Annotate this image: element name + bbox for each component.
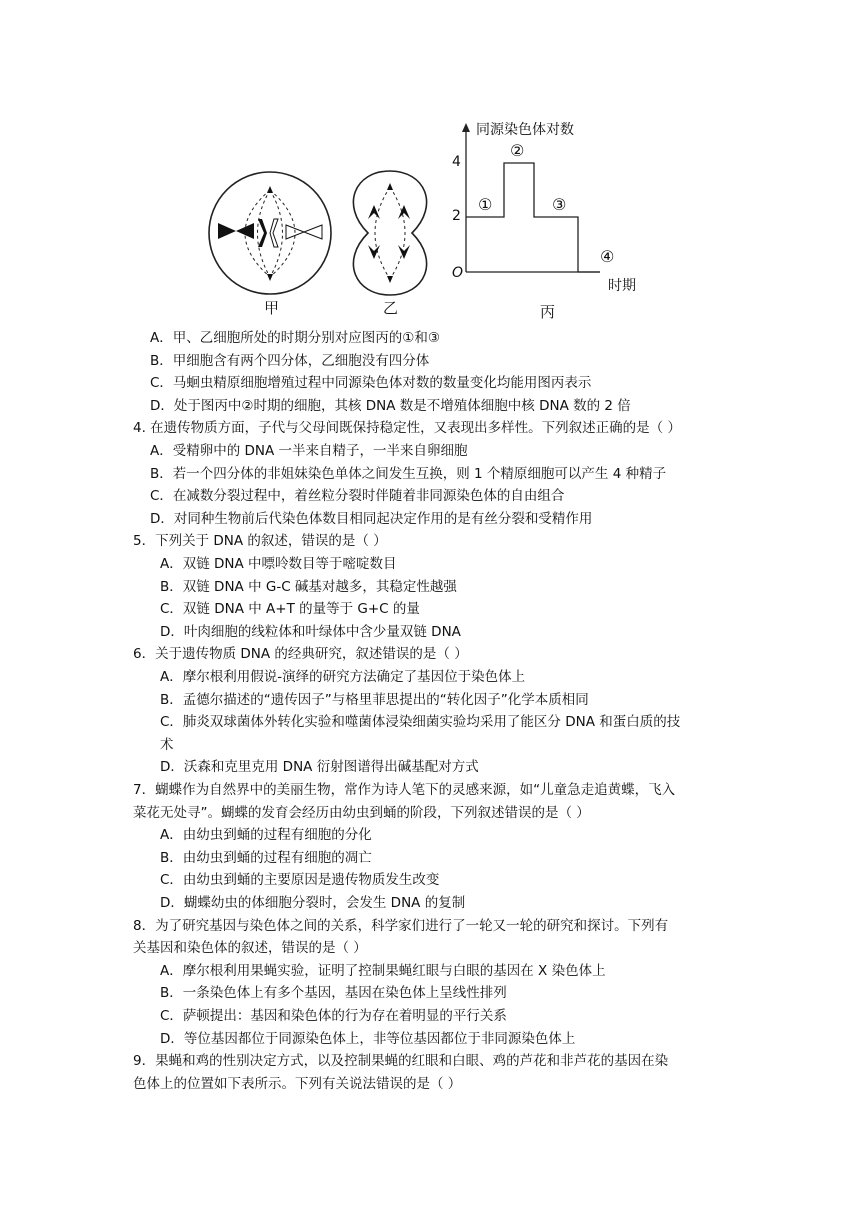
x-axis-label: 时期 — [608, 278, 636, 294]
q7-option-d: D．蝴蝶幼虫的体细胞分裂时，会发生 DNA 的复制 — [160, 895, 466, 911]
tick-4: 4 — [452, 154, 461, 170]
q3-option-d: D．处于图丙中②时期的细胞，其核 DNA 数是不增殖体细胞中核 DNA 数的 2 倍 — [150, 397, 631, 414]
q5-option-b: B．双链 DNA 中 G-C 碱基对越多，其稳定性越强 — [160, 578, 457, 595]
q8-stem-line1: 8．为了研究基因与染色体之间的关系，科学家们进行了一轮又一轮的研究和探讨。下列有 — [133, 917, 669, 934]
cell-jia-drawing — [209, 172, 331, 294]
q7-stem-line2: 菜花无处寻”。蝴蝶的发育会经历由幼虫到蛹的阶段，下列叙述错误的是（ ） — [133, 804, 590, 821]
q3-option-c: C．马蛔虫精原细胞增殖过程中同源染色体对数的数量变化均能用图丙表示 — [150, 375, 592, 392]
q6-option-b: B．孟德尔描述的“遗传因子”与格里菲思提出的“转化因子”化学本质相同 — [160, 691, 589, 708]
q3-option-a: A．甲、乙细胞所处的时期分别对应图丙的①和③ — [150, 330, 440, 346]
figure-drawing — [200, 115, 660, 325]
q7-option-b: B．由幼虫到蛹的过程有细胞的凋亡 — [160, 849, 372, 866]
label-bing: 丙 — [540, 303, 556, 321]
q8-option-c: C．萨顿提出：基因和染色体的行为存在着明显的平行关系 — [160, 1008, 507, 1024]
q4-option-c: C．在减数分裂过程中，着丝粒分裂时伴随着非同源染色体的自由组合 — [150, 488, 565, 505]
stage-2-label: ② — [510, 141, 525, 160]
q3-option-b: B．甲细胞含有两个四分体，乙细胞没有四分体 — [150, 352, 430, 369]
q6-option-c-continued: 术 — [160, 736, 174, 753]
q5-option-a: A．双链 DNA 中嘌呤数目等于嘧啶数目 — [160, 556, 397, 572]
label-jia: 甲 — [264, 299, 280, 317]
cell-yi-drawing — [353, 171, 426, 295]
q8-stem-line2: 关基因和染色体的叙述，错误的是（ ） — [133, 940, 367, 957]
stage-4-label: ④ — [600, 247, 615, 266]
q5-stem: 5．下列关于 DNA 的叙述，错误的是（ ） — [133, 533, 387, 550]
y-axis-label: 同源染色体对数 — [476, 122, 574, 138]
q8-option-d: D．等位基因都位于同源染色体上，非等位基因都位于非同源染色体上 — [160, 1030, 576, 1047]
q4-option-b: B．若一个四分体的非姐妹染色单体之间发生互换，则 1 个精原细胞可以产生 4 种精子 — [150, 465, 667, 482]
q9-stem-line2: 色体上的位置如下表所示。下列有关说法错误的是（ ） — [133, 1075, 462, 1092]
stage-3-label: ③ — [552, 195, 567, 214]
q5-option-d: D．叶肉细胞的线粒体和叶绿体中含少量双链 DNA — [160, 623, 461, 640]
q8-option-a: A．摩尔根利用果蝇实验，证明了控制果蝇红眼与白眼的基因在 X 染色体上 — [160, 962, 606, 979]
q5-option-c: C．双链 DNA 中 A+T 的量等于 G+C 的量 — [160, 601, 420, 618]
q9-stem-line1: 9．果蝇和鸡的性别决定方式，以及控制果蝇的红眼和白眼、鸡的芦花和非芦花的基因在染 — [133, 1053, 669, 1070]
q6-option-a: A．摩尔根利用假说-演绎的研究方法确定了基因位于染色体上 — [160, 669, 526, 685]
q6-option-c: C．肺炎双球菌体外转化实验和噬菌体浸染细菌实验均采用了能区分 DNA 和蛋白质的技 — [160, 714, 681, 731]
q7-stem-line1: 7．蝴蝶作为自然界中的美丽生物，常作为诗人笔下的灵感来源，如“儿童急走追黄蝶，飞入 — [133, 782, 676, 798]
q8-option-b: B．一条染色体上有多个基因，基因在染色体上呈线性排列 — [160, 985, 507, 1002]
origin-label: O — [452, 265, 464, 281]
tick-2: 2 — [452, 208, 461, 224]
q6-stem: 6．关于遗传物质 DNA 的经典研究，叙述错误的是（ ） — [133, 646, 468, 663]
q4-option-d: D．对同种生物前后代染色体数目相同起决定作用的是有丝分裂和受精作用 — [150, 510, 593, 527]
q7-option-c: C．由幼虫到蛹的主要原因是遗传物质发生改变 — [160, 872, 440, 889]
q4-option-a: A．受精卵中的 DNA 一半来自精子，一半来自卵细胞 — [150, 443, 468, 459]
label-yi: 乙 — [383, 299, 399, 317]
stage-1-label: ① — [478, 195, 493, 214]
q7-option-a: A．由幼虫到蛹的过程有细胞的分化 — [160, 827, 372, 844]
question-figure — [200, 115, 660, 325]
q6-option-d: D．沃森和克里克用 DNA 衍射图谱得出碱基配对方式 — [160, 759, 479, 776]
q4-stem: 4. 在遗传物质方面，子代与父母间既保持稳定性，又表现出多样性。下列叙述正确的是（ ） — [133, 420, 681, 437]
